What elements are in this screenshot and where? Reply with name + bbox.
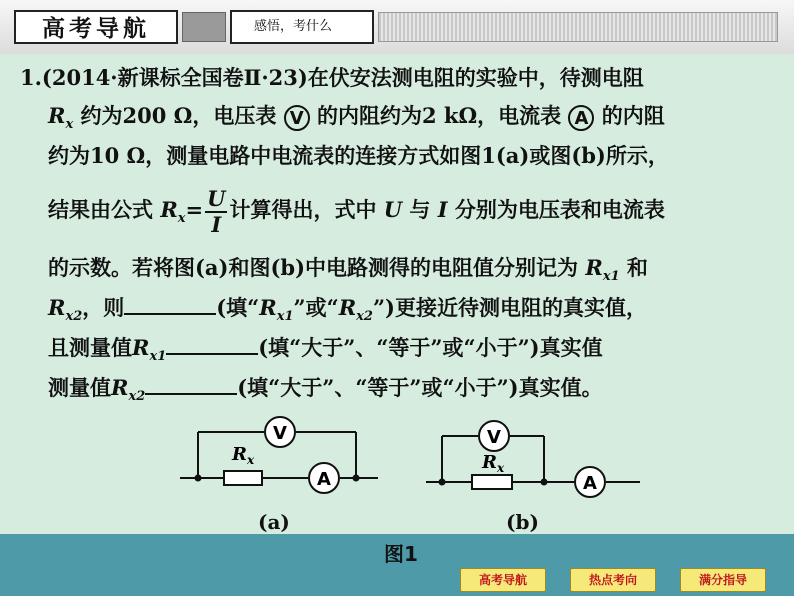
problem-line-2 [48,98,665,134]
answer-blank-1[interactable] [124,293,216,315]
voltmeter-label: V [487,427,501,448]
problem-line-3 [48,138,669,174]
var-r: R [160,197,178,222]
problem-line-4 [48,184,665,236]
text-segment: 约为10 Ω，测量电路中电流表的连接方式如图1(a)或图(b)所示， [48,143,669,168]
answer-blank-3[interactable] [145,373,237,395]
nav-button-exam-guide[interactable]: 高考导航 [460,568,546,592]
var-r: R [48,103,66,128]
text-segment: 的内阻约为2 kΩ，电流表 [317,103,562,128]
var-r: R [259,295,277,320]
text-segment: 结果由公式 [48,197,153,222]
problem-line-7 [48,330,603,366]
var-i: I [437,197,448,222]
var-r: R [585,255,603,280]
section-title: 高考导航 [14,10,178,44]
ammeter-label: A [583,473,597,494]
resistor [224,471,262,485]
var-r: R [111,375,129,400]
circuit-diagrams [0,410,794,520]
junction-dot [439,479,446,486]
var-sub: x2 [128,389,146,405]
var-sub: x1 [602,269,620,285]
junction-dot [353,475,360,482]
problem-line-8 [48,370,603,406]
text-segment: 的示数。若将图(a)和图(b)中电路测得的电阻值分别记为 [48,255,579,280]
section-subtitle: 感悟，考什么 [230,10,374,44]
text-segment: (填“大于”、“等于”或“小于”)真实值。 [237,375,603,400]
junction-dot [541,479,548,486]
text-segment: (填“ [216,295,260,320]
equals-sign: = [185,197,204,222]
var-sub: x [177,211,186,227]
formula-fraction [205,187,227,237]
text-segment: ”)更接近待测电阻的真实值， [372,295,647,320]
text-segment: 测量值 [48,375,111,400]
junction-dot [195,475,202,482]
var-sub: x2 [356,309,373,325]
text-segment: (填“大于”、“等于”或“小于”)真实值 [258,335,603,360]
problem-source: 1.(2014·新课标全国卷Ⅱ·23)在伏安法测电阻的实验中，待测电阻 [20,65,644,90]
text-segment: ”或“ [293,295,339,320]
var-sub: x1 [149,349,167,365]
resistor-label: $R_x$ [232,444,255,467]
ammeter-label: A [317,469,331,490]
var-sub: x1 [276,309,294,325]
problem-line-6 [48,290,647,326]
resistor [472,475,512,489]
var-r: R [338,295,357,320]
circuit-b [426,421,640,497]
text-segment: 和 [626,255,648,280]
problem-line-5 [48,250,648,286]
header-bar [0,0,794,54]
text-segment: 计算得出，式中 [229,197,377,222]
text-segment: 与 [409,197,431,222]
figure-label-b: (b) [506,510,539,534]
problem-line-1 [20,60,644,96]
header-decoration [182,12,226,42]
voltmeter-label: V [273,423,287,444]
var-r: R [132,335,150,360]
fraction-numerator: U [207,185,226,211]
resistor-label: $R_x$ [482,452,505,475]
var-sub: x [65,117,74,133]
text-segment: 且测量值 [48,335,132,360]
var-r: R [48,295,66,320]
voltmeter-icon: V [284,105,310,131]
text-segment: 的内阻 [601,103,665,128]
var-sub: x2 [65,309,83,325]
answer-blank-2[interactable] [166,333,258,355]
figure-title: 图1 [384,542,418,566]
ammeter-icon: A [568,105,594,131]
header-stripe [378,12,778,42]
nav-button-full-score-guide[interactable]: 满分指导 [680,568,766,592]
text-segment: 约为200 Ω，电压表 [80,103,277,128]
nav-button-hot-topics[interactable]: 热点考向 [570,568,656,592]
var-u: U [383,197,403,222]
text-segment: 分别为电压表和电流表 [454,197,665,222]
figure-label-a: (a) [258,510,290,534]
text-segment: ，则 [82,295,125,320]
fraction-denominator: I [211,211,222,237]
